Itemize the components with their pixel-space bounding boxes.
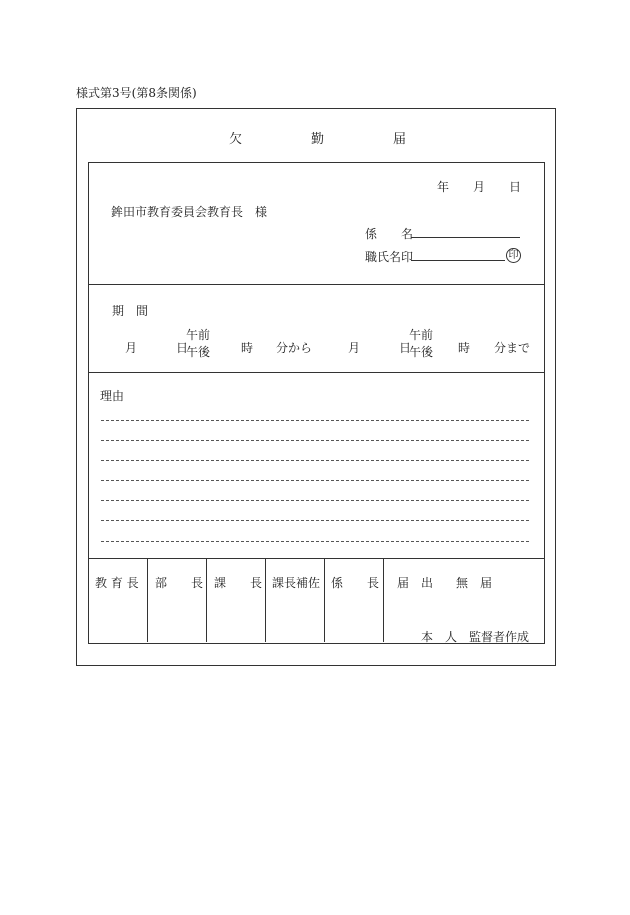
end-month: 月 [348,341,361,355]
divider-period-reason [88,372,545,373]
approval-divider [147,558,148,642]
reason-line[interactable] [101,500,529,501]
self-label: 本 人 [421,630,458,644]
approval-divider [206,558,207,642]
approval-kacho: 課 長 [214,576,263,590]
form-number: 様式第3号(第8条関係) [76,86,197,100]
form-body [88,162,545,644]
title-char-1: 欠 [229,132,243,147]
notice-submitted: 届 出 [397,576,434,590]
start-ampm [186,327,210,361]
approval-kyoikucho: 教 育 長 [95,576,139,590]
title-char-2: 勤 [311,132,325,147]
date-year: 年 [437,180,450,194]
end-minute: 分まで [494,341,531,355]
reason-line[interactable] [101,520,529,521]
supervisor-label: 監督者作成 [469,630,530,644]
name-field[interactable] [411,260,505,261]
date-day: 日 [509,180,522,194]
end-ampm [409,327,433,361]
addressee-name: 鉾田市教育委員会教育長 様 [111,205,268,219]
approval-divider [324,558,325,642]
dept-field[interactable] [411,237,520,238]
approval-divider [383,558,384,642]
date-month: 月 [473,180,486,194]
end-day: 日 [399,341,412,355]
start-minute: 分から [276,341,313,355]
title-char-3: 届 [393,132,407,147]
seal-mark: 印 [506,248,521,263]
reason-label: 理由 [100,389,125,403]
end-pm: 午後 [409,345,434,359]
reason-line[interactable] [101,440,529,441]
name-label: 職氏名印 [365,250,414,264]
reason-line[interactable] [101,480,529,481]
approval-kacho-hosa: 課長補佐 [272,576,321,590]
end-am: 午前 [409,328,434,342]
approval-bucho: 部 長 [155,576,204,590]
approval-divider [265,558,266,642]
start-day: 日 [176,341,189,355]
approval-kakaricho: 係 長 [331,576,380,590]
end-hour: 時 [458,341,471,355]
reason-line[interactable] [101,420,529,421]
start-month: 月 [125,341,138,355]
start-am: 午前 [186,328,211,342]
reason-line[interactable] [101,460,529,461]
notice-none: 無 届 [456,576,493,590]
dept-label: 係 名 [365,227,414,241]
divider-addressee-period [88,284,545,285]
period-label: 期 間 [112,304,149,318]
start-hour: 時 [241,341,254,355]
start-pm: 午後 [186,345,211,359]
divider-reason-approvals [88,558,545,559]
reason-line[interactable] [101,541,529,542]
